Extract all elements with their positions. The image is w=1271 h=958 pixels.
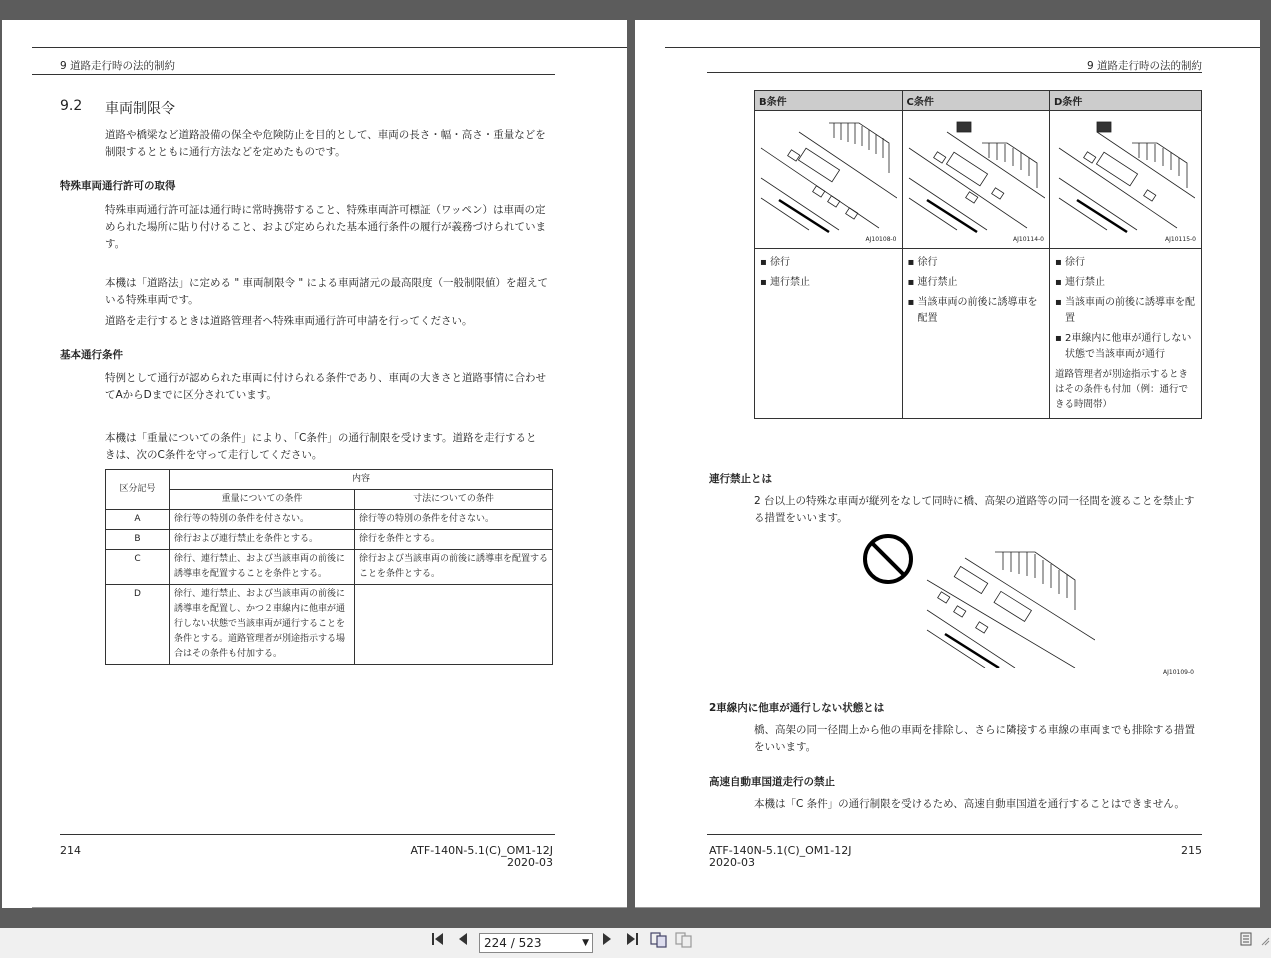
table-header-size: 寸法についての条件 xyxy=(355,490,553,510)
section-title: 車両制限令 xyxy=(105,101,175,117)
chevron-down-icon: ▼ xyxy=(582,938,589,948)
text-line: 特殊車両通行許可証は通行時に常時携帯すること、特殊車両許可標証（ワッペン）は車両の定 xyxy=(105,204,546,216)
viewer-toolbar xyxy=(0,928,1271,958)
prohibited-icon xyxy=(861,532,915,586)
text-line: 2 台以上の特殊な車両が縦列をなして同時に橋、高架の道路等の同一径間を渡ることを禁止す xyxy=(754,495,1195,507)
page-header: 9 道路走行時の法的制約 xyxy=(1086,60,1202,72)
permit-paragraph xyxy=(105,202,555,253)
row-weight: 徐行および連行禁止を条件とする。 xyxy=(170,530,355,550)
text-line: てAからDまでに区分されています。 xyxy=(105,389,277,401)
page-indicator: 224 / 523 xyxy=(484,936,542,950)
table-row xyxy=(106,510,553,530)
text-line: きは、次のC条件を守って走行してください。 xyxy=(105,449,323,461)
b-condition-figure-cell xyxy=(755,111,903,249)
table-header-content: 内容 xyxy=(170,470,553,490)
footer-page-number: 214 xyxy=(60,844,81,857)
bottom-rule xyxy=(32,907,627,908)
row-size: 徐行等の特別の条件を付さない。 xyxy=(355,510,553,530)
condition-figures-table xyxy=(754,90,1202,419)
last-page-button[interactable] xyxy=(625,932,639,950)
row-size xyxy=(355,585,553,665)
list-item: ▪ 当該車両の前後に誘導車を配置 xyxy=(1055,297,1195,324)
convoy-illustration xyxy=(925,550,1095,668)
c-condition-figure-cell xyxy=(902,111,1050,249)
b-condition-list xyxy=(755,249,903,419)
row-size: 徐行および当該車両の前後に誘導車を配置することを条件とする。 xyxy=(355,550,553,585)
table-header-weight: 重量についての条件 xyxy=(170,490,355,510)
figure-id: AJ10108-0 xyxy=(865,236,897,243)
d-condition-figure-cell xyxy=(1050,111,1202,249)
header-rule xyxy=(707,72,1202,73)
list-item: ▪ 徐行 xyxy=(1055,257,1085,268)
top-rule xyxy=(665,47,1260,48)
row-weight: 徐行、連行禁止、および当該車両の前後に誘導車を配置することを条件とする。 xyxy=(170,550,355,585)
first-page-button[interactable] xyxy=(431,932,445,950)
table-header-code: 区分記号 xyxy=(106,470,170,510)
single-page-view-icon[interactable] xyxy=(675,932,693,952)
text-line: る措置をいいます。 xyxy=(754,512,848,524)
previous-page-button[interactable] xyxy=(457,932,469,950)
text-line: 本機は「道路法」に定める " 車両制限令 " による車両諸元の最高限度（一般制限値）を超えて xyxy=(105,277,549,289)
subsection-title: 2車線内に他車が通行しない状態とは xyxy=(709,702,885,714)
footer-page-number: 215 xyxy=(1181,844,1202,857)
intro-paragraph xyxy=(105,127,555,161)
left-page xyxy=(2,20,627,908)
row-code: D xyxy=(106,585,170,665)
row-weight: 徐行等の特別の条件を付さない。 xyxy=(170,510,355,530)
next-page-button[interactable] xyxy=(601,932,613,950)
intro-line: 道路や橋梁など道路設備の保全や危険防止を目的として、車両の長さ・幅・高さ・重量などを xyxy=(105,129,546,141)
right-page xyxy=(635,20,1260,908)
text-line: をいいます。 xyxy=(754,741,817,753)
expressway-paragraph: 本機は「C 条件」の通行制限を受けるため、高速自動車国道を通行することはできません。 xyxy=(754,798,1185,810)
header-b-condition: B条件 xyxy=(755,91,903,111)
footer-date: 2020-03 xyxy=(507,856,553,869)
text-line: いる特殊車両です。 xyxy=(105,294,199,306)
resize-grip-icon[interactable] xyxy=(1260,932,1270,950)
page-list-icon[interactable] xyxy=(1240,932,1252,950)
row-code: C xyxy=(106,550,170,585)
row-code: B xyxy=(106,530,170,550)
text-line: 本機は「重量についての条件」により、「C条件」の通行制限を受けます。道路を走行すると xyxy=(105,432,537,444)
figure-id: AJ10115-0 xyxy=(1165,236,1196,243)
list-item: ▪ 当該車両の前後に誘導車を配置 xyxy=(907,297,1038,324)
conditions-table xyxy=(105,469,553,665)
two-lane-paragraph xyxy=(754,722,1204,756)
page-header: 9 道路走行時の法的制約 xyxy=(60,60,176,72)
header-d-condition: D条件 xyxy=(1050,91,1202,111)
c-condition-list xyxy=(902,249,1050,419)
section-number: 9.2 xyxy=(60,98,83,114)
page-selector[interactable] xyxy=(479,933,593,953)
subsection-title: 基本通行条件 xyxy=(60,349,123,361)
header-c-condition: C条件 xyxy=(902,91,1050,111)
special-vehicle-paragraph xyxy=(105,275,555,309)
text-line: 橋、高架の同一径間上から他の車両を排除し、さらに隣接する車線の車両までも排除する措置 xyxy=(754,724,1195,736)
table-row xyxy=(106,550,553,585)
road-illustration xyxy=(1057,118,1195,236)
conditions-paragraph xyxy=(105,370,555,404)
footer-rule xyxy=(60,834,555,835)
figure-id: AJ10109-0 xyxy=(1163,669,1194,676)
intro-line: 制限するとともに通行方法などを定めたものです。 xyxy=(105,146,346,158)
subsection-title: 特殊車両通行許可の取得 xyxy=(60,180,176,192)
footer-rule xyxy=(707,834,1202,835)
text-line: められた場所に貼り付けること、および定められた基本通行条件の履行が義務づけられていま xyxy=(105,221,546,233)
list-item: ▪ 連行禁止 xyxy=(760,277,810,288)
convoy-ban-paragraph xyxy=(754,493,1204,527)
d-condition-note: 道路管理者が別途指示するときはその条件も付加（例：通行できる時間帯） xyxy=(1055,369,1189,410)
header-rule xyxy=(32,74,555,75)
footer-doc-id: ATF-140N-5.1(C)_OM1-12J xyxy=(410,844,553,857)
row-weight: 徐行、連行禁止、および当該車両の前後に誘導車を配置し、かつ２車線内に他車が通行しない状態で当該車両が通行することを条件とする。道路管理者が別途指示する場合はその条件も付加する。 xyxy=(170,585,355,665)
road-illustration xyxy=(759,118,897,236)
row-size: 徐行を条件とする。 xyxy=(355,530,553,550)
text-line: す。 xyxy=(105,238,126,250)
text-line: 特例として通行が認められた車両に付けられる条件であり、車両の大きさと道路事情に合わせ xyxy=(105,372,546,384)
row-code: A xyxy=(106,510,170,530)
subsection-title: 連行禁止とは xyxy=(709,473,772,485)
two-page-view-icon[interactable] xyxy=(650,932,668,952)
list-item: ▪ 連行禁止 xyxy=(907,277,958,288)
application-paragraph: 道路を走行するときは道路管理者へ特殊車両通行許可申請を行ってください。 xyxy=(105,315,473,327)
table-row xyxy=(106,585,553,665)
footer-doc-id: ATF-140N-5.1(C)_OM1-12J xyxy=(709,844,852,857)
subsection-title: 高速自動車国道走行の禁止 xyxy=(709,776,835,788)
list-item: ▪ 徐行 xyxy=(760,257,790,268)
bottom-rule xyxy=(635,907,1260,908)
top-rule xyxy=(32,47,627,48)
list-item: ▪ 2車線内に他車が通行しない状態で当該車両が通行 xyxy=(1055,333,1192,360)
footer-date: 2020-03 xyxy=(709,856,755,869)
road-illustration xyxy=(907,118,1045,236)
table-row xyxy=(106,530,553,550)
list-item: ▪ 徐行 xyxy=(907,257,938,268)
figure-id: AJ10114-0 xyxy=(1013,236,1044,243)
list-item: ▪ 連行禁止 xyxy=(1055,277,1105,288)
c-condition-paragraph xyxy=(105,430,555,464)
d-condition-list xyxy=(1050,249,1202,419)
